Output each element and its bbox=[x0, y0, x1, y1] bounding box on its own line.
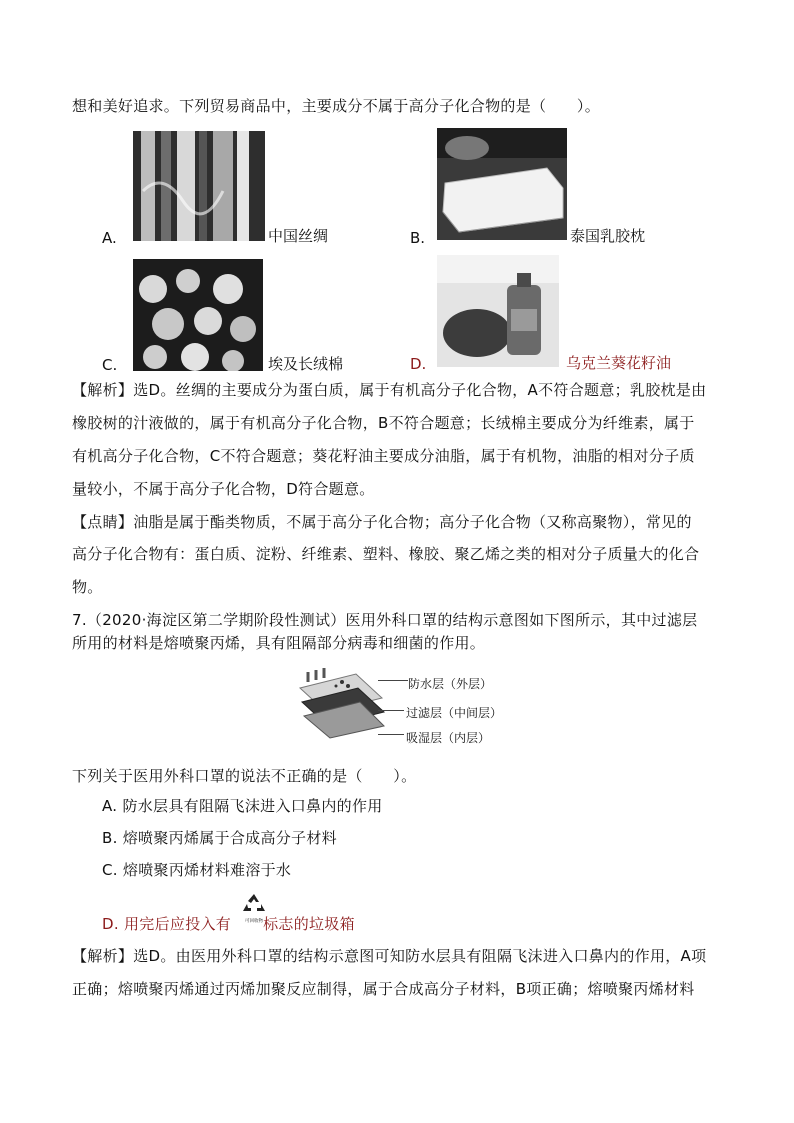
recycle-icon bbox=[240, 892, 268, 922]
q7-option-a bbox=[102, 796, 383, 816]
q6-option-c-letter: C. bbox=[102, 356, 118, 374]
q7-option-text: 熔喷聚丙烯属于合成高分子材料 bbox=[122, 829, 337, 847]
q7-stem-line: 所用的材料是熔喷聚丙烯，具有阻隔部分病毒和细菌的作用。 bbox=[72, 634, 486, 652]
q6-stem: 想和美好追求。下列贸易商品中，主要成分不属于高分子化合物的是（ ）。 bbox=[72, 97, 601, 115]
recycle-caption: 可回收物 bbox=[244, 918, 263, 924]
q7-option-d-before: 用完后应投入有 bbox=[124, 915, 232, 933]
q6-option-d-letter: D. bbox=[410, 355, 427, 373]
q7-option-b bbox=[102, 828, 337, 848]
q7-option-d-after: 标志的垃圾箱 bbox=[263, 915, 355, 933]
q7-option-c bbox=[102, 860, 291, 880]
leader-line bbox=[378, 710, 404, 711]
q7-analysis-line: 【解析】选D。由医用外科口罩的结构示意图可知防水层具有阻隔飞沫进入口鼻内的作用，A项 bbox=[72, 947, 707, 965]
q6-tip-line: 物。 bbox=[72, 578, 103, 596]
q6-analysis-line: 【解析】选D。丝绸的主要成分为蛋白质，属于有机高分子化合物，A不符合题意；乳胶枕是由 bbox=[72, 381, 707, 399]
q6-tip-line: 高分子化合物有：蛋白质、淀粉、纤维素、塑料、橡胶、聚乙烯之类的相对分子质量大的化合 bbox=[72, 545, 700, 563]
q6-option-b-text: 泰国乳胶枕 bbox=[570, 227, 646, 245]
silk-photo bbox=[133, 131, 265, 241]
q6-option-d-text: 乌克兰葵花籽油 bbox=[566, 354, 672, 372]
q7-option-letter: C. bbox=[102, 861, 118, 879]
sunflower-oil-photo bbox=[437, 255, 559, 367]
diagram-label-filter: 过滤层（中间层） bbox=[406, 706, 503, 720]
q7-stem-line: 7.（2020·海淀区第二学期阶段性测试）医用外科口罩的结构示意图如下图所示，其中过滤层 bbox=[72, 611, 698, 629]
q7-option-letter: B. bbox=[102, 829, 118, 847]
q6-option-b-letter: B. bbox=[410, 229, 426, 247]
q7-option-d bbox=[102, 914, 355, 934]
q6-tip-line: 【点睛】油脂是属于酯类物质，不属于高分子化合物；高分子化合物（又称高聚物），常见的 bbox=[72, 513, 692, 531]
mask-layers-diagram bbox=[296, 668, 386, 740]
q6-option-a-text: 中国丝绸 bbox=[268, 227, 329, 245]
q7-option-letter: D. bbox=[102, 915, 119, 933]
q7-question: 下列关于医用外科口罩的说法不正确的是（ ）。 bbox=[72, 767, 417, 785]
cotton-photo bbox=[133, 259, 263, 371]
q6-option-a-letter: A. bbox=[102, 229, 117, 247]
q6-analysis-line: 有机高分子化合物，C不符合题意；葵花籽油主要成分油脂，属于有机物，油脂的相对分子质 bbox=[72, 447, 695, 465]
q6-analysis-line: 量较小，不属于高分子化合物，D符合题意。 bbox=[72, 480, 375, 498]
latex-pillow-photo bbox=[437, 128, 567, 240]
leader-line bbox=[378, 734, 404, 735]
q6-analysis-line: 橡胶树的汁液做的，属于有机高分子化合物，B不符合题意；长绒棉主要成分为纤维素，属于 bbox=[72, 414, 695, 432]
q7-option-text: 熔喷聚丙烯材料难溶于水 bbox=[122, 861, 292, 879]
q7-option-text: 防水层具有阻隔飞沫进入口鼻内的作用 bbox=[122, 797, 383, 815]
diagram-label-waterproof: 防水层（外层） bbox=[408, 677, 493, 691]
q7-option-letter: A. bbox=[102, 797, 118, 815]
q7-analysis-line: 正确；熔喷聚丙烯通过丙烯加聚反应制得，属于合成高分子材料，B项正确；熔喷聚丙烯材料 bbox=[72, 980, 695, 998]
diagram-label-absorbent: 吸湿层（内层） bbox=[406, 731, 491, 745]
leader-line bbox=[378, 680, 408, 681]
q6-option-c-text: 埃及长绒棉 bbox=[268, 355, 344, 373]
